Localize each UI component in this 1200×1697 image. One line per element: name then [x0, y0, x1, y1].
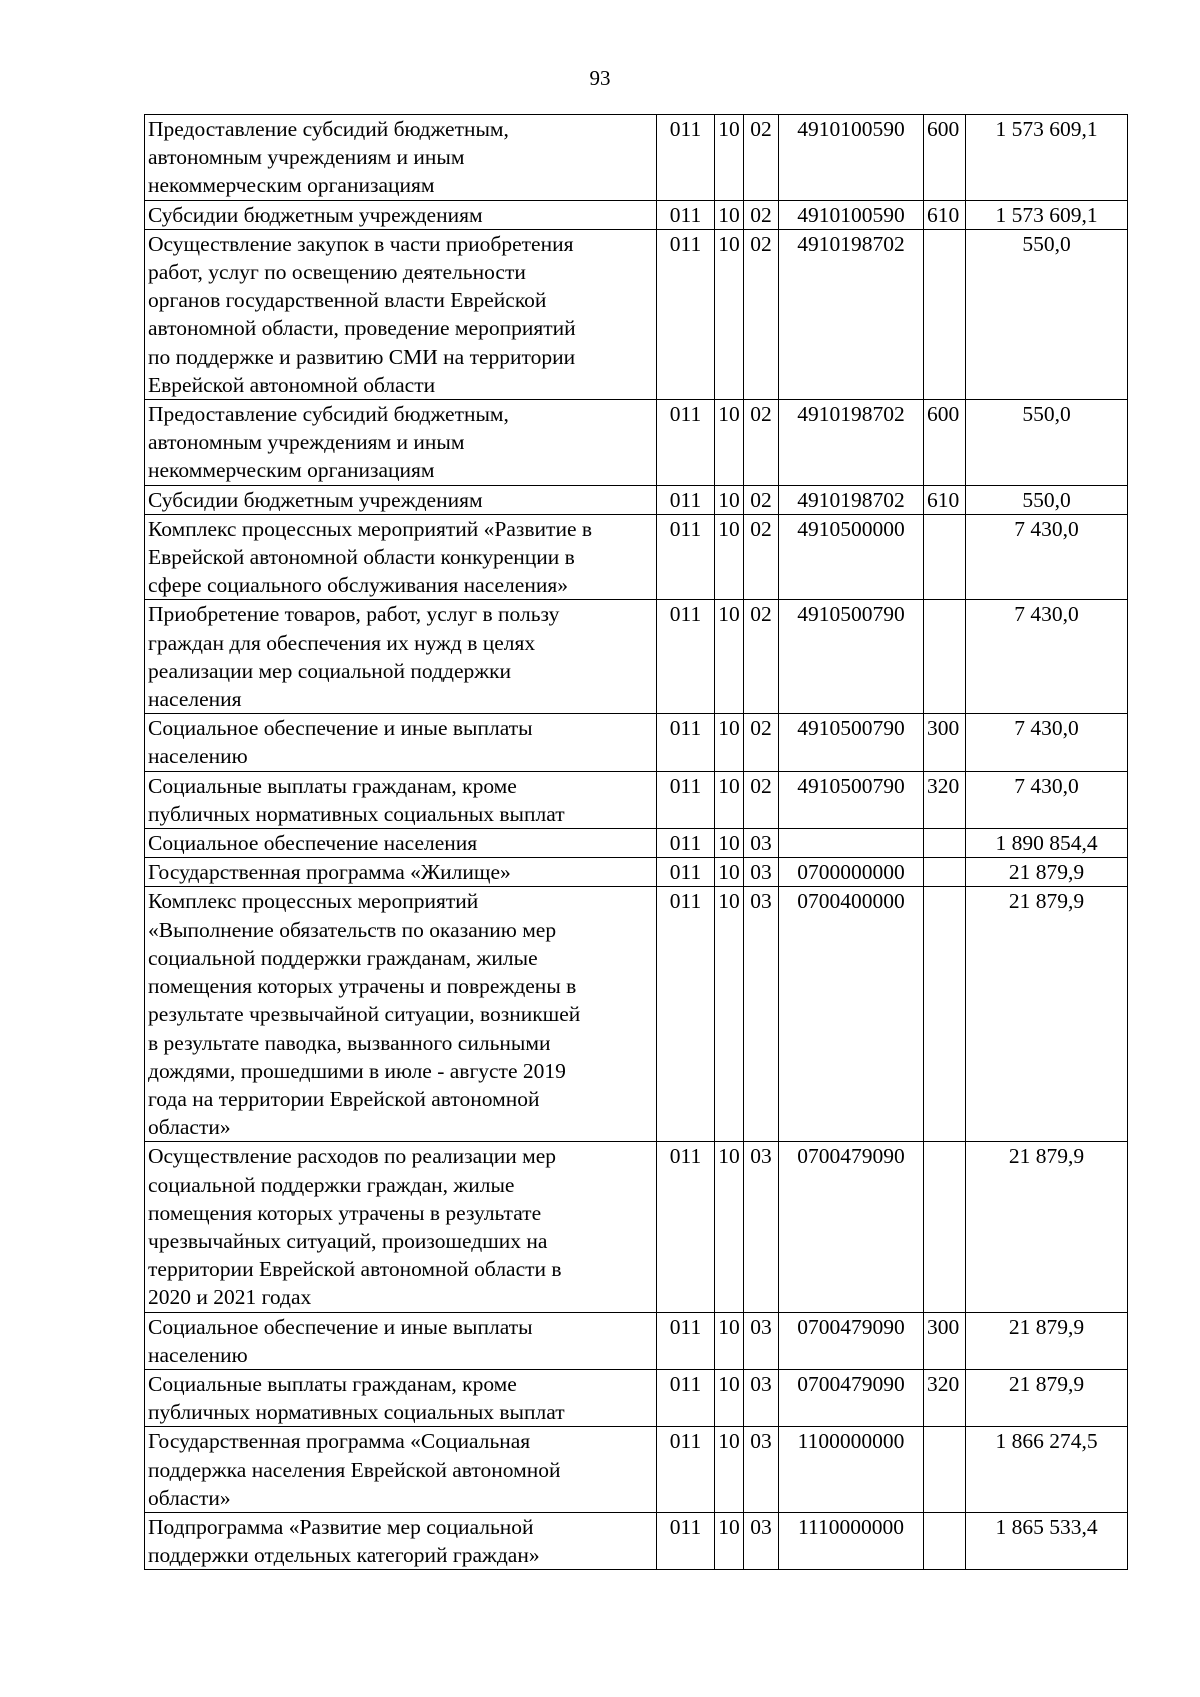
budget-table-body [145, 115, 1128, 1570]
expense-name-cell: Комплекс процессных мероприятий «Выполнение обязательств по оказанию мер социальной поддержки гражданам, жилые помещения которых утрачены и повреждены в результате чрезвычайной ситуации, возникшей в результате паводка, вызванного сильными дождями, прошедшими в июле - августе 2019 года на территории Еврейской автономной области» [145, 887, 657, 1142]
subsection-code-cell: 02 [744, 600, 779, 714]
subsection-code-cell: 03 [744, 887, 779, 1142]
table-row [145, 887, 1128, 1142]
table-row [145, 1142, 1128, 1312]
table-row [145, 1369, 1128, 1426]
section-code-cell: 10 [715, 858, 744, 887]
target-article-cell: 4910500790 [779, 771, 924, 828]
subsection-code-cell: 03 [744, 1142, 779, 1312]
admin-code-cell: 011 [657, 858, 715, 887]
expense-name-cell: Предоставление субсидий бюджетным, автономным учреждениям и иным некоммерческим организациям [145, 400, 657, 486]
amount-cell: 21 879,9 [966, 1142, 1128, 1312]
admin-code-cell: 011 [657, 829, 715, 858]
expense-name-cell: Комплекс процессных мероприятий «Развитие в Еврейской автономной области конкуренции в сфере социального обслуживания населения» [145, 514, 657, 600]
target-article-cell: 0700400000 [779, 887, 924, 1142]
table-row [145, 229, 1128, 399]
table-row [145, 714, 1128, 771]
expense-type-cell: 610 [924, 485, 966, 514]
subsection-code-cell: 02 [744, 229, 779, 399]
section-code-cell: 10 [715, 400, 744, 486]
admin-code-cell: 011 [657, 1142, 715, 1312]
section-code-cell: 10 [715, 714, 744, 771]
table-row [145, 1512, 1128, 1569]
expense-type-cell: 320 [924, 771, 966, 828]
subsection-code-cell: 03 [744, 858, 779, 887]
expense-type-cell: 320 [924, 1369, 966, 1426]
page-number: 93 [589, 66, 611, 90]
table-row [145, 400, 1128, 486]
target-article-cell: 1110000000 [779, 1512, 924, 1569]
amount-cell: 21 879,9 [966, 887, 1128, 1142]
budget-table [144, 114, 1128, 1570]
subsection-code-cell: 02 [744, 485, 779, 514]
expense-name-cell: Социальные выплаты гражданам, кроме публичных нормативных социальных выплат [145, 1369, 657, 1426]
amount-cell: 550,0 [966, 485, 1128, 514]
expense-name-cell: Социальные выплаты гражданам, кроме публичных нормативных социальных выплат [145, 771, 657, 828]
admin-code-cell: 011 [657, 485, 715, 514]
expense-name-cell: Предоставление субсидий бюджетным, автономным учреждениям и иным некоммерческим организациям [145, 115, 657, 201]
amount-cell: 21 879,9 [966, 858, 1128, 887]
section-code-cell: 10 [715, 600, 744, 714]
expense-type-cell [924, 1427, 966, 1513]
amount-cell: 1 890 854,4 [966, 829, 1128, 858]
table-row [145, 514, 1128, 600]
target-article-cell: 4910100590 [779, 115, 924, 201]
table-row [145, 829, 1128, 858]
amount-cell: 1 865 533,4 [966, 1512, 1128, 1569]
admin-code-cell: 011 [657, 600, 715, 714]
expense-name-cell: Субсидии бюджетным учреждениям [145, 485, 657, 514]
expense-name-cell: Субсидии бюджетным учреждениям [145, 200, 657, 229]
expense-type-cell [924, 600, 966, 714]
expense-name-cell: Социальное обеспечение и иные выплаты населению [145, 1312, 657, 1369]
target-article-cell: 4910198702 [779, 485, 924, 514]
expense-type-cell [924, 887, 966, 1142]
amount-cell: 550,0 [966, 229, 1128, 399]
expense-type-cell [924, 858, 966, 887]
section-code-cell: 10 [715, 771, 744, 828]
expense-name-cell: Государственная программа «Жилище» [145, 858, 657, 887]
expense-type-cell [924, 229, 966, 399]
table-row [145, 200, 1128, 229]
target-article-cell: 1100000000 [779, 1427, 924, 1513]
expense-type-cell: 300 [924, 714, 966, 771]
amount-cell: 21 879,9 [966, 1312, 1128, 1369]
table-row [145, 485, 1128, 514]
amount-cell: 7 430,0 [966, 514, 1128, 600]
expense-type-cell: 600 [924, 400, 966, 486]
target-article-cell: 4910500000 [779, 514, 924, 600]
table-row [145, 1312, 1128, 1369]
table-row [145, 771, 1128, 828]
subsection-code-cell: 02 [744, 115, 779, 201]
expense-type-cell [924, 829, 966, 858]
admin-code-cell: 011 [657, 1312, 715, 1369]
subsection-code-cell: 02 [744, 514, 779, 600]
expense-name-cell: Подпрограмма «Развитие мер социальной поддержки отдельных категорий граждан» [145, 1512, 657, 1569]
target-article-cell [779, 829, 924, 858]
amount-cell: 550,0 [966, 400, 1128, 486]
admin-code-cell: 011 [657, 1512, 715, 1569]
subsection-code-cell: 02 [744, 200, 779, 229]
admin-code-cell: 011 [657, 200, 715, 229]
expense-name-cell: Социальное обеспечение населения [145, 829, 657, 858]
section-code-cell: 10 [715, 485, 744, 514]
subsection-code-cell: 03 [744, 829, 779, 858]
admin-code-cell: 011 [657, 887, 715, 1142]
section-code-cell: 10 [715, 514, 744, 600]
subsection-code-cell: 02 [744, 400, 779, 486]
admin-code-cell: 011 [657, 229, 715, 399]
target-article-cell: 4910100590 [779, 200, 924, 229]
expense-name-cell: Осуществление расходов по реализации мер социальной поддержки граждан, жилые помещения которых утрачены в результате чрезвычайных ситуаций, произошедших на территории Еврейской автономной области в 2020 и 2021 годах [145, 1142, 657, 1312]
target-article-cell: 0700000000 [779, 858, 924, 887]
admin-code-cell: 011 [657, 771, 715, 828]
section-code-cell: 10 [715, 115, 744, 201]
target-article-cell: 4910198702 [779, 229, 924, 399]
expense-type-cell [924, 514, 966, 600]
section-code-cell: 10 [715, 829, 744, 858]
subsection-code-cell: 03 [744, 1312, 779, 1369]
expense-type-cell: 610 [924, 200, 966, 229]
admin-code-cell: 011 [657, 115, 715, 201]
section-code-cell: 10 [715, 887, 744, 1142]
amount-cell: 7 430,0 [966, 714, 1128, 771]
expense-name-cell: Социальное обеспечение и иные выплаты населению [145, 714, 657, 771]
target-article-cell: 4910500790 [779, 714, 924, 771]
amount-cell: 1 866 274,5 [966, 1427, 1128, 1513]
admin-code-cell: 011 [657, 1427, 715, 1513]
amount-cell: 1 573 609,1 [966, 200, 1128, 229]
section-code-cell: 10 [715, 1312, 744, 1369]
subsection-code-cell: 03 [744, 1427, 779, 1513]
admin-code-cell: 011 [657, 1369, 715, 1426]
expense-name-cell: Государственная программа «Социальная поддержка населения Еврейской автономной области» [145, 1427, 657, 1513]
admin-code-cell: 011 [657, 714, 715, 771]
amount-cell: 7 430,0 [966, 600, 1128, 714]
table-row [145, 600, 1128, 714]
subsection-code-cell: 03 [744, 1512, 779, 1569]
amount-cell: 7 430,0 [966, 771, 1128, 828]
table-row [145, 858, 1128, 887]
expense-type-cell [924, 1142, 966, 1312]
subsection-code-cell: 02 [744, 714, 779, 771]
target-article-cell: 0700479090 [779, 1142, 924, 1312]
section-code-cell: 10 [715, 1512, 744, 1569]
expense-type-cell: 300 [924, 1312, 966, 1369]
section-code-cell: 10 [715, 1427, 744, 1513]
expense-type-cell [924, 1512, 966, 1569]
target-article-cell: 0700479090 [779, 1312, 924, 1369]
admin-code-cell: 011 [657, 514, 715, 600]
target-article-cell: 0700479090 [779, 1369, 924, 1426]
admin-code-cell: 011 [657, 400, 715, 486]
expense-name-cell: Приобретение товаров, работ, услуг в пользу граждан для обеспечения их нужд в целях реализации мер социальной поддержки населения [145, 600, 657, 714]
target-article-cell: 4910500790 [779, 600, 924, 714]
table-row [145, 1427, 1128, 1513]
table-row [145, 115, 1128, 201]
section-code-cell: 10 [715, 200, 744, 229]
target-article-cell: 4910198702 [779, 400, 924, 486]
amount-cell: 21 879,9 [966, 1369, 1128, 1426]
subsection-code-cell: 02 [744, 771, 779, 828]
section-code-cell: 10 [715, 1369, 744, 1426]
subsection-code-cell: 03 [744, 1369, 779, 1426]
section-code-cell: 10 [715, 229, 744, 399]
amount-cell: 1 573 609,1 [966, 115, 1128, 201]
section-code-cell: 10 [715, 1142, 744, 1312]
expense-type-cell: 600 [924, 115, 966, 201]
expense-name-cell: Осуществление закупок в части приобретения работ, услуг по освещению деятельности органов государственной власти Еврейской автономной области, проведение мероприятий по поддержке и развитию СМИ на территории Еврейской автономной области [145, 229, 657, 399]
